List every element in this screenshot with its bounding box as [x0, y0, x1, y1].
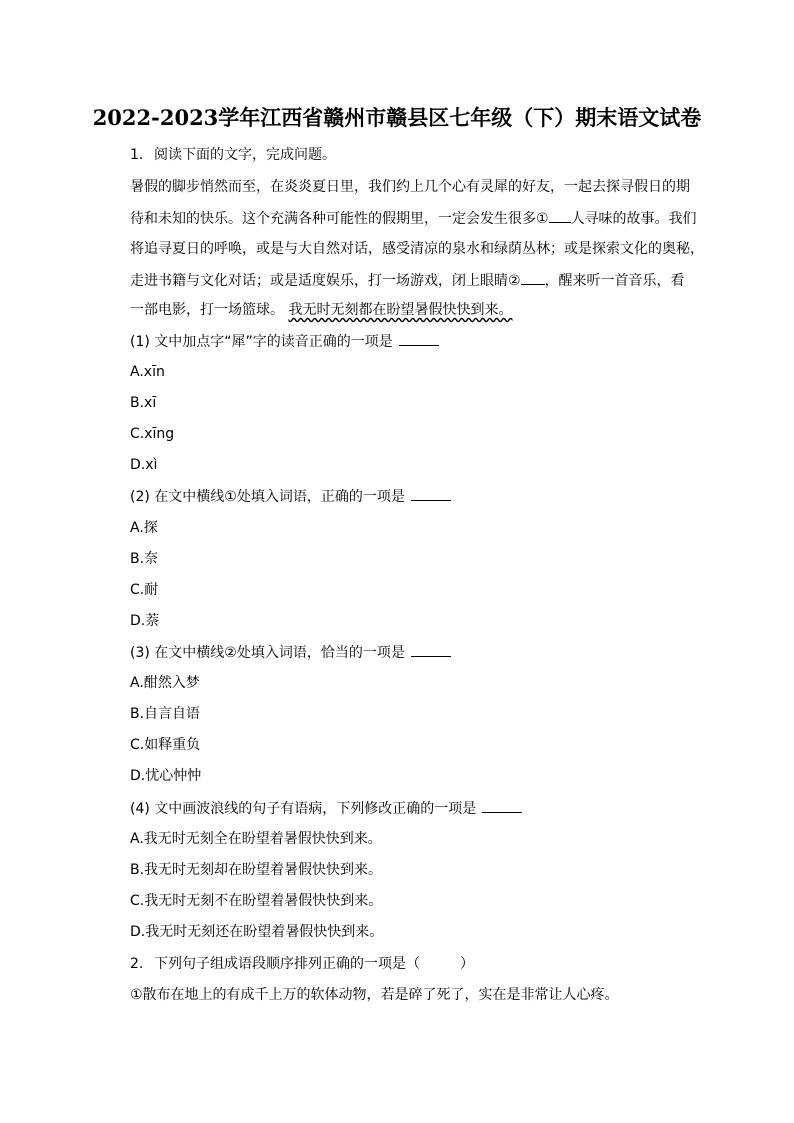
- question-number: 2.: [130, 956, 144, 972]
- option[interactable]: C.我无时无刻不在盼望着暑假快快到来。: [130, 893, 383, 909]
- option[interactable]: A.探: [130, 520, 158, 536]
- page-title: 2022-2023学年江西省赣州市赣县区七年级（下）期末语文试卷: [92, 105, 702, 130]
- answer-blank[interactable]: [411, 486, 451, 501]
- option[interactable]: B.xī: [130, 395, 157, 411]
- question-1-header: [130, 145, 336, 165]
- question-prompt: 下列句子组成语段顺序排列正确的一项是（: [154, 956, 420, 972]
- option[interactable]: B.我无时无刻却在盼望着暑假快快到来。: [130, 862, 383, 878]
- passage-line: [130, 300, 512, 320]
- option[interactable]: A.我无时无刻全在盼望着暑假快快到来。: [130, 831, 382, 847]
- sub-question-stem: (1) 文中加点字“犀”字的读音正确的一项是: [130, 334, 393, 350]
- blank-1[interactable]: [549, 208, 571, 223]
- blank-2[interactable]: [521, 270, 545, 285]
- sub-question-1: [130, 331, 439, 352]
- passage-line: [130, 270, 685, 291]
- option[interactable]: C.xīng: [130, 426, 175, 442]
- option[interactable]: D.忧心忡忡: [130, 768, 202, 784]
- sub-question-3: [130, 642, 451, 663]
- option[interactable]: D.萘: [130, 613, 160, 629]
- wavy-underlined-sentence: 我无时无刻都在盼望暑假快快到来。: [288, 302, 513, 318]
- option[interactable]: C.如释重负: [130, 737, 201, 753]
- option[interactable]: D.我无时无刻还在盼望着暑假快快到来。: [130, 924, 384, 940]
- answer-blank[interactable]: [411, 642, 451, 657]
- sub-question-stem: (4) 文中画波浪线的句子有语病，下列修改正确的一项是: [130, 801, 477, 817]
- sub-question-stem: (3) 在文中横线②处填入词语，恰当的一项是: [130, 645, 405, 661]
- passage-text: 走进书籍与文化对话；或是适度娱乐，打一场游戏，闭上眼睛②: [130, 273, 521, 289]
- passage-text: ，醒来听一首音乐，看: [544, 273, 685, 289]
- passage-line: [130, 208, 697, 229]
- answer-blank[interactable]: [399, 331, 439, 346]
- question-prompt-close: ）: [460, 956, 474, 972]
- sub-question-4: [130, 798, 522, 819]
- option[interactable]: C.耐: [130, 582, 159, 598]
- question-2-header: [130, 954, 474, 974]
- option[interactable]: A.xīn: [130, 364, 165, 380]
- passage-line: 暑假的脚步悄然而至，在炎炎夏日里，我们约上几个心有灵犀的好友，一起去探寻假日的期: [130, 179, 690, 195]
- sub-question-2: [130, 486, 451, 507]
- option[interactable]: D.xì: [130, 457, 158, 473]
- option[interactable]: B.自言自语: [130, 706, 201, 722]
- passage-line: 将追寻夏日的呼唤，或是与大自然对话，感受清凉的泉水和绿荫丛林；或是探索文化的奥秘，: [130, 241, 704, 257]
- answer-blank[interactable]: [482, 798, 522, 813]
- question-prompt: 阅读下面的文字，完成问题。: [154, 147, 336, 163]
- option[interactable]: B.奈: [130, 551, 159, 567]
- sentence-item: ①散布在地上的有成千上万的软体动物，若是碎了死了，实在是非常让人心疼。: [130, 987, 619, 1003]
- sub-question-stem: (2) 在文中横线①处填入词语，正确的一项是: [130, 489, 405, 505]
- passage-text: 一部电影，打一场篮球。: [130, 302, 284, 318]
- passage-text: 人寻味的故事。我们: [570, 211, 697, 227]
- question-number: 1.: [130, 147, 144, 163]
- option[interactable]: A.酣然入梦: [130, 675, 200, 691]
- passage-text: 待和未知的快乐。这个充满各种可能性的假期里，一定会发生很多①: [130, 211, 549, 227]
